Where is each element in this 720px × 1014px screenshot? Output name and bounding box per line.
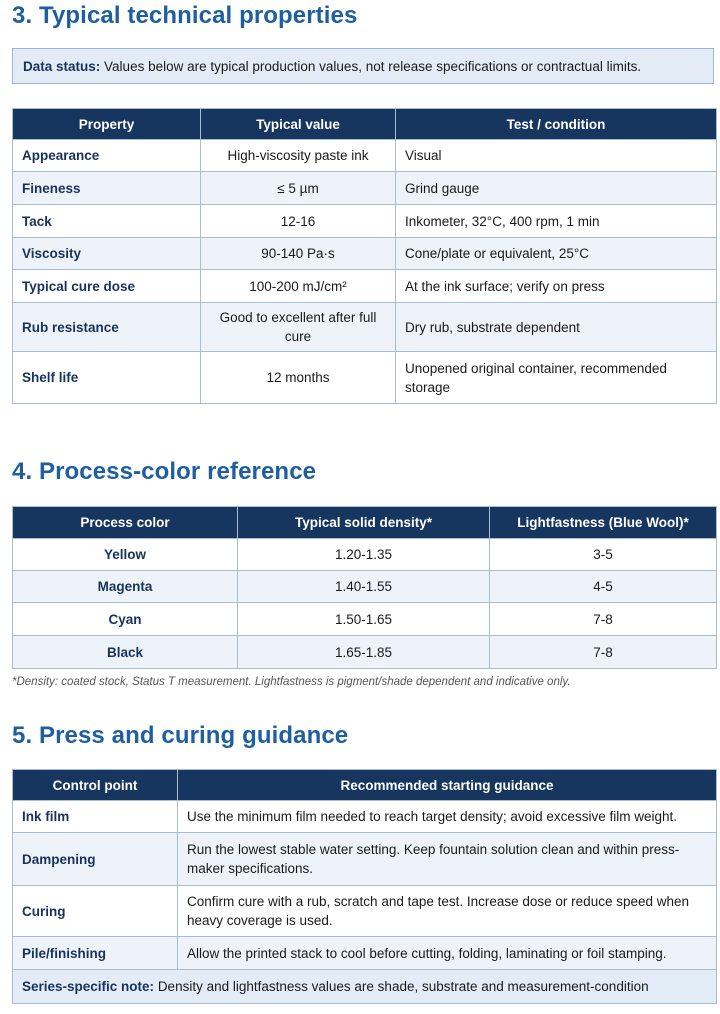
- value-cell: 90-140 Pa·s: [201, 238, 396, 270]
- density-footnote: *Density: coated stock, Status T measurement. Lightfastness is pigment/shade dependent and indicative only.: [12, 676, 571, 688]
- property-cell: Fineness: [13, 172, 201, 205]
- notice-text: Values below are typical production values, not release specifications or contractual limits.: [104, 59, 642, 74]
- table-row: [13, 172, 717, 205]
- control-point-cell: Pile/finishing: [13, 937, 178, 970]
- guidance-cell: Use the minimum film needed to reach target density; avoid excessive film weight.: [178, 801, 717, 833]
- guidance-cell: Allow the printed stack to cool before cutting, folding, laminating or foil stamping.: [178, 937, 717, 970]
- test-cell: Inkometer, 32°C, 400 rpm, 1 min: [396, 205, 717, 238]
- color-cell: Magenta: [13, 571, 238, 603]
- property-cell: Appearance: [13, 140, 201, 172]
- table-row: [13, 238, 717, 270]
- test-cell: Dry rub, substrate dependent: [396, 303, 717, 352]
- table-row: [13, 886, 717, 937]
- test-cell: Unopened original container, recommended storage: [396, 352, 717, 404]
- column-header: Recommended starting guidance: [178, 770, 717, 801]
- color-cell: Cyan: [13, 603, 238, 636]
- value-cell: ≤ 5 µm: [201, 172, 396, 205]
- table-header-row: [13, 507, 717, 539]
- value-cell: 12-16: [201, 205, 396, 238]
- series-note-cell: [13, 970, 717, 1004]
- table-row: [13, 571, 717, 603]
- series-note-label: Series-specific note:: [22, 979, 155, 994]
- value-cell: Good to excellent after full cure: [201, 303, 396, 352]
- value-cell: High-viscosity paste ink: [201, 140, 396, 172]
- technical-properties-table: [12, 108, 717, 404]
- table-header-row: [13, 770, 717, 801]
- density-cell: 1.20-1.35: [238, 539, 490, 571]
- table-row: [13, 603, 717, 636]
- table-row: [13, 833, 717, 886]
- series-note-row: [13, 970, 717, 1004]
- column-header: Control point: [13, 770, 178, 801]
- table-row: [13, 937, 717, 970]
- section-3-heading: 3. Typical technical properties: [12, 2, 358, 29]
- control-point-cell: Curing: [13, 886, 178, 937]
- test-cell: At the ink surface; verify on press: [396, 270, 717, 303]
- column-header: Property: [13, 109, 201, 140]
- data-status-notice: [12, 48, 714, 84]
- section-4-heading: 4. Process-color reference: [12, 458, 317, 485]
- table-header-row: [13, 109, 717, 140]
- column-header: Process color: [13, 507, 238, 539]
- density-cell: 1.65-1.85: [238, 636, 490, 669]
- process-color-table: [12, 506, 717, 669]
- property-cell: Shelf life: [13, 352, 201, 404]
- density-cell: 1.50-1.65: [238, 603, 490, 636]
- test-cell: Cone/plate or equivalent, 25°C: [396, 238, 717, 270]
- table-row: [13, 636, 717, 669]
- color-cell: Black: [13, 636, 238, 669]
- property-cell: Typical cure dose: [13, 270, 201, 303]
- table-row: [13, 539, 717, 571]
- press-guidance-table: [12, 769, 717, 1004]
- lightfastness-cell: 7-8: [490, 603, 717, 636]
- table-row: [13, 801, 717, 833]
- guidance-cell: Confirm cure with a rub, scratch and tape test. Increase dose or reduce speed when heavy coverage is used.: [178, 886, 717, 937]
- table-row: [13, 303, 717, 352]
- test-cell: Grind gauge: [396, 172, 717, 205]
- lightfastness-cell: 4-5: [490, 571, 717, 603]
- density-cell: 1.40-1.55: [238, 571, 490, 603]
- series-note-text: Density and lightfastness values are shade, substrate and measurement-condition: [157, 979, 649, 994]
- color-cell: Yellow: [13, 539, 238, 571]
- column-header: Lightfastness (Blue Wool)*: [490, 507, 717, 539]
- lightfastness-cell: 7-8: [490, 636, 717, 669]
- column-header: Typical solid density*: [238, 507, 490, 539]
- value-cell: 12 months: [201, 352, 396, 404]
- table-row: [13, 205, 717, 238]
- control-point-cell: Ink film: [13, 801, 178, 833]
- table-row: [13, 352, 717, 404]
- column-header: Test / condition: [396, 109, 717, 140]
- test-cell: Visual: [396, 140, 717, 172]
- guidance-cell: Run the lowest stable water setting. Keep fountain solution clean and within press-maker specifications.: [178, 833, 717, 886]
- notice-label: Data status:: [23, 59, 101, 74]
- property-cell: Tack: [13, 205, 201, 238]
- column-header: Typical value: [201, 109, 396, 140]
- lightfastness-cell: 3-5: [490, 539, 717, 571]
- section-5-heading: 5. Press and curing guidance: [12, 722, 349, 749]
- control-point-cell: Dampening: [13, 833, 178, 886]
- property-cell: Rub resistance: [13, 303, 201, 352]
- value-cell: 100-200 mJ/cm²: [201, 270, 396, 303]
- table-row: [13, 270, 717, 303]
- table-row: [13, 140, 717, 172]
- property-cell: Viscosity: [13, 238, 201, 270]
